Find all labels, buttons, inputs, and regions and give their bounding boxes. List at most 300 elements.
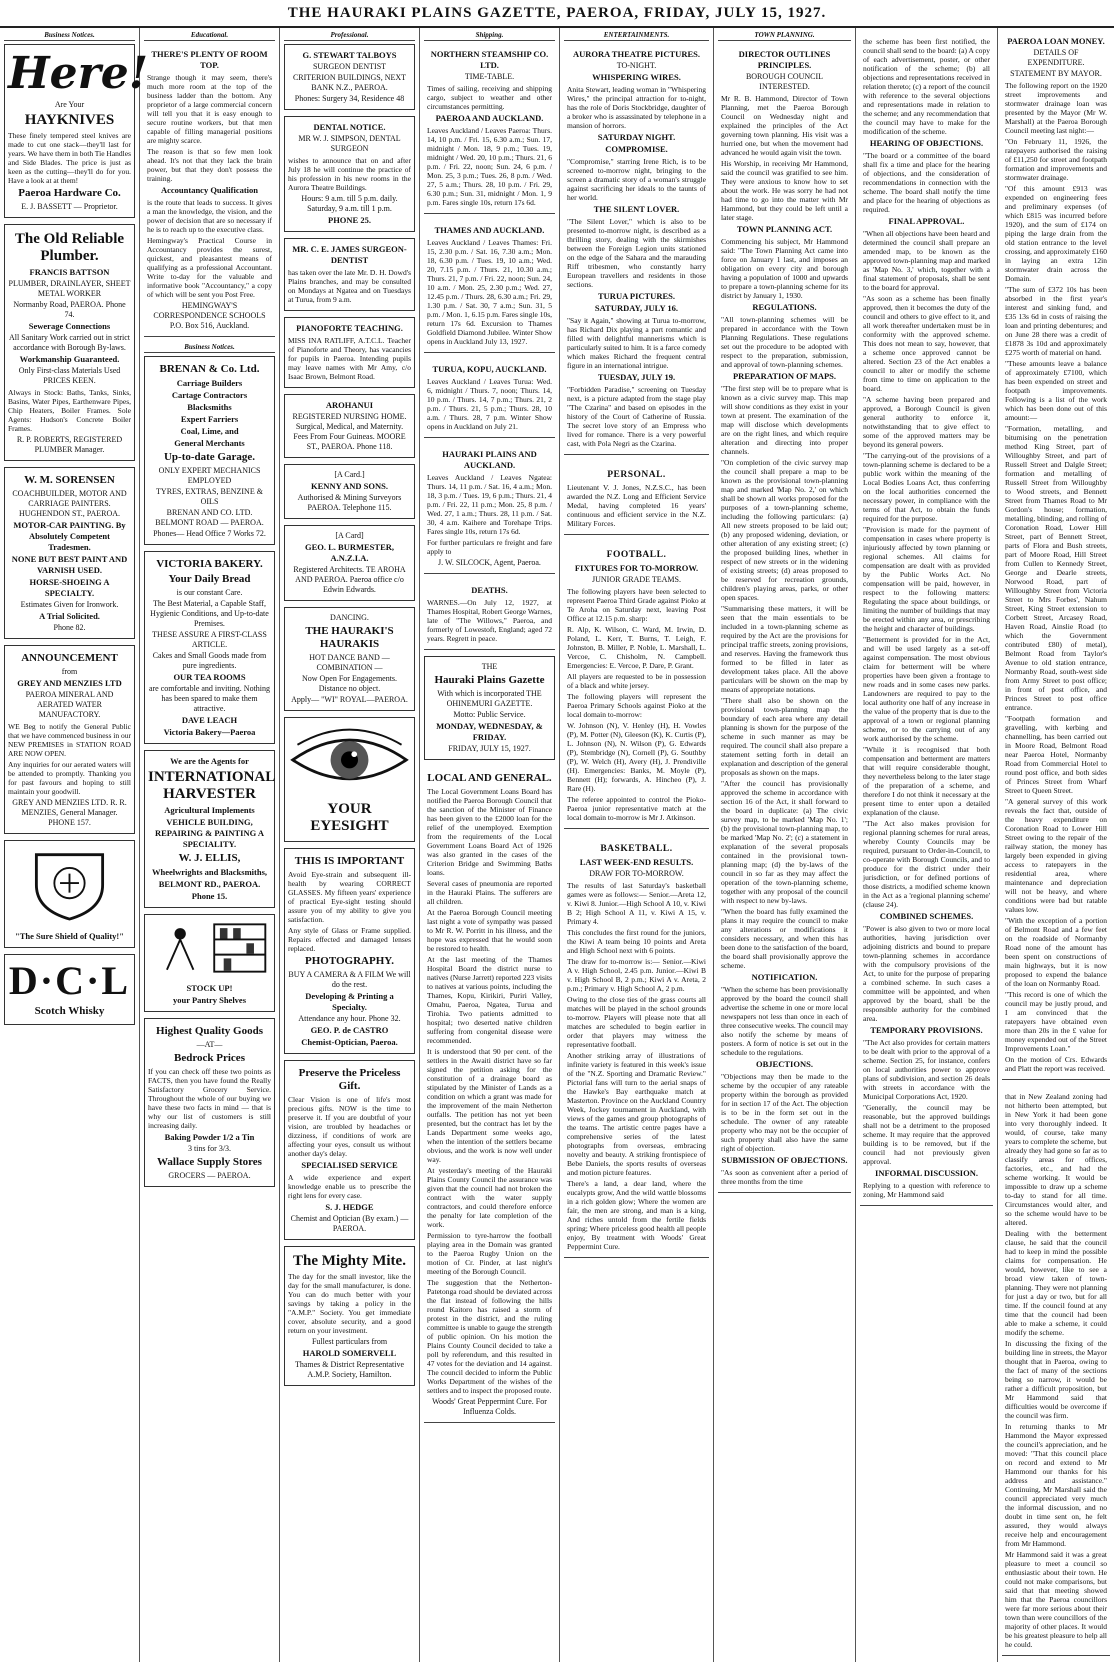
headline-text: JUNIOR GRADE TEAMS. <box>592 575 681 584</box>
headline-text: SATURDAY NIGHT. <box>597 132 676 142</box>
body-text: For further particulars re freight and fare apply to <box>427 538 552 556</box>
body-text: "When the board has fully examined the plans it may require the council to make any alterations or modifications it considers necessary, and when this has been done to the satisfaction of the board, the board shall provisionally approve the scheme. <box>721 907 848 970</box>
column-label: TOWN PLANNING. <box>718 31 851 41</box>
headline-text: SATURDAY, JULY 16. <box>594 303 679 313</box>
headline-text: STOCK UP! <box>186 983 233 993</box>
headline-text: Woods' Great Peppermint Cure. For Influenza Colds. <box>432 1397 547 1416</box>
headline-text: R. P. ROBERTS, REGISTERED PLUMBER Manager. <box>16 435 123 454</box>
headline-text: SURGEON DENTIST <box>312 62 387 71</box>
headline-text: THERE'S PLENTY OF ROOM TOP. <box>151 49 268 70</box>
headline-text: THE HAURAKI'S HAURAKIS <box>305 625 394 650</box>
body-text: "Betterment is provided for in the Act, and will be used largely as a set-off against compensation. The most obvious claim for betterment will be where properties have been given a frontage to new roads and in some cases new parks. Landowners are required to pay to the local authority one half of any increase in the value of the property that is due to the approval of a town or regional planning scheme, or to the carrying out of any work authorised by the scheme. <box>863 635 990 743</box>
advertisement <box>284 848 415 1054</box>
body-text: At the Paeroa Borough Council meeting last night a vote of sympathy was passed to Mr R. W. Porritt in his illness, and the hope was expressed that he would soon be restored to health. <box>427 908 552 953</box>
headline-text: Phones— Head Office 7 Works 72. <box>153 529 266 538</box>
body-text: Times of sailing, receiving and shipping cargo, subject to weather and other circumstances permitting. <box>427 84 552 111</box>
body-text: His Worship, in receiving Mr Hammond, said the council was gratified to see him. They were anxious to know how to set about the work. He was sorry he had not had time to go into the matter with Mr Hammond, but they could be left until a later stage. <box>721 159 848 222</box>
headline-text: STATEMENT BY MAYOR. <box>1010 69 1102 78</box>
headline-text: LOCAL AND GENERAL. <box>427 772 552 784</box>
advertisement <box>144 1018 275 1187</box>
headline-text: The Mighty Mite. <box>293 1253 406 1269</box>
body-text: "The sum of £372 10s has been absorbed in the first year's interest and sinking fund, and £35 13s 6d in costs of raising the loan and printing debentures; and on June 28 there was a credit of £1878 3s 10d and approximately £275 worth of material on hand. <box>1005 285 1107 357</box>
headline-text: BELMONT RD., PAEROA. <box>158 879 261 889</box>
body-text: The following report on the 1920 street improvements and stormwater drainage loan was presented by the Mayor (Mr W. Marshall) at the Paeroa Borough Council meeting last night:— <box>1005 81 1107 135</box>
headline-text: Now Open For Engagements. Distance no object. <box>301 674 398 693</box>
headline-text: Developing & Printing a Specialty. <box>305 991 394 1012</box>
headline-text: MOTOR-CAR PAINTING. By Absolutely Competent Tradesmen. <box>13 520 126 552</box>
headline-text: Authorised & Mining Surveyors PAEROA. Telephone 115. <box>297 493 402 512</box>
headline-text: DENTAL NOTICE. <box>313 122 386 132</box>
headline-text: A Trial Solicited. <box>39 611 100 621</box>
body-text: Any inquiries for our aerated waters will be attended to promptly. Thanking you for past favours and hoping to still maintain your goodwill. <box>8 760 131 796</box>
body-text: Hemingway's Practical Course in Accountancy provides the surest, quickest, and pleasantest means of qualifying as a professional Accountant. Write to-day for the valuable and informative book "Accountancy," a copy of which will be sent you Post Free. <box>147 236 272 299</box>
headline-text: Chemist and Optician (By exam.) — PAEROA. <box>290 1214 409 1233</box>
body-text: "Power is also given to two or more local authorities, having jurisdiction over adjoining districts and bound to prepare town-planning schemes in accordance with the compulsory provisions of the Act, to unite for the purpose of preparing a combined scheme. In such cases a committee will be appointed, and when approved by the board, shall be the responsible authority for the combined area. <box>863 924 990 1023</box>
body-text: that in New Zealand zoning had not hitherto been attempted, but in New York it had been gone into very thoroughly indeed. It would, of course, take many years to complete the scheme, but already they had gone so far as to classify areas for offices, factories, etc., and had the scheme working. It would be impossible to draw up a scheme to-day to stand for all time. Circumstances would alter, and so the scheme would have to be altered. <box>1005 1092 1107 1227</box>
headline-text: PHOTOGRAPHY. <box>305 955 394 967</box>
advertisement <box>4 44 149 218</box>
body-text: All players are requested to be in possession of a black and white jersey. <box>567 672 706 690</box>
body-text: The following players have been selected to represent Paeroa Third Grade against Pioko at Te Aroha on Saturday next, leaving Post Office at 12.15 p.m. sharp: <box>567 587 706 623</box>
headline-text: —AT— <box>196 1040 223 1049</box>
headline-text: PAEROA AND AUCKLAND. <box>435 113 544 123</box>
article <box>1002 1086 1110 1656</box>
column-1 <box>0 28 149 1662</box>
headline-text: TIME-TABLE. <box>464 72 515 81</box>
headline-text: BASKETBALL. <box>600 844 673 854</box>
body-text: "When all objections have been heard and determined the council shall prepare an amended map, to be known as the approved town-planning map and marked as 'Map No. 3,' which, together with a final statement of proposals, shall be sent to the board for approval. <box>863 229 990 292</box>
headline-text: HOT DANCE BAND — COMBINATION — <box>309 653 390 672</box>
body-text: "The Act also provides for certain matters to be dealt with prior to the approval of a scheme. Section 25, for instance, confers on local authorities power to approve plans of subdivision, and section 26 deals with streets in accordance with the Municipal Corporations Act, 1920. <box>863 1038 990 1101</box>
headline-text: PAEROA LOAN MONEY. <box>1007 36 1105 46</box>
headline-text: Here! <box>8 48 149 99</box>
headline-text: COMBINED SCHEMES. <box>879 911 974 921</box>
body-text: "Of this amount £913 was expended on engineering fees and preliminary expenses (of which £815 was incurred before 1920), and the sum of £174 on piping the large drain from the old station entrance to the level crossing, and approximately £160 in laying an extra 12in stormwater drain across the Domain. <box>1005 184 1107 283</box>
headline-text: FRANCIS BATTSON <box>29 267 110 277</box>
headline-text: DANCING. <box>330 613 369 622</box>
body-text: The day for the small investor, like the day for the small manufacturer, is done. You can do much better with your savings by taking a policy in the "A.M.P." Society. You get immediate cover, absolute security, and a good return on your investment. <box>288 1272 411 1335</box>
body-text: There's a land, a dear land, where the eucalypts grow, And the wild wattle blossoms in a rich golden glow; Where the women are fair, the men are strong, and man is a king, And riches untold from the fertile fields spring; Where priceless good health all people enjoy, By treatment with Woods' Great Peppermint Cure. <box>567 1179 706 1251</box>
headline-text: PHONE 25. <box>328 215 371 225</box>
headline-text: GREY AND MENZIES LTD. R. R. MENZIES, General Manager. PHONE 157. <box>12 798 127 827</box>
body-text: "The Silent Lover," which is also to be presented to-morrow night, is described as a thrilling story, dealing with the skirmishes between the Foreign Legion units stationed on the edge of the Sahara and the marauding Riff tribesmen, who constantly harry European travellers and residents in those sections. <box>567 217 706 289</box>
body-text: Owing to the close ties of the grass courts all matches will be played in the school grounds to-morrow. Players will please note that all matches are scheduled to begin earlier in order that players may witness the representative football. <box>567 995 706 1049</box>
headline-text: Phone 82. <box>53 623 86 632</box>
article <box>564 461 709 535</box>
body-text: "Say it Again," showing at Turua to-morrow, has Richard Dix playing a part romantic and filled with delightful mannerisms which is particularly suited to him. It is a farce comedy which makes Richard the frequent central figure in an international intrigue. <box>567 316 706 370</box>
body-text: "Forbidden Paradise," screening on Tuesday next, is a picture adapted from the stage play "The Czarina" and based on episodes in the history of the Court of Catherine of Russia. The secret love story of an Empress who lived for romance. There is a very powerful cast, with Pola Negri as the Czarina. <box>567 385 706 448</box>
headline-text: ONLY EXPERT MECHANICS EMPLOYED <box>158 466 261 485</box>
headline-text: TEMPORARY PROVISIONS. <box>870 1025 983 1035</box>
headline-text: Phone 15. <box>191 891 228 901</box>
body-text: "The carrying-out of the provisions of a town-planning scheme is declared to be a public work within the meaning of the Local Bodies Loans Act, thus conferring on the local authorities concerned the necessary power, in compliance with the terms of that Act, to obtain the funds required for the purpose. <box>863 451 990 523</box>
body-text: Leaves Auckland / Leaves Paeroa: Thurs. 14, 10 p.m. / Fri. 15, 6.30 a.m.; Sun. 17, midnight / Mon. 18, 9 p.m.; Tues. 19, midnight / Wed. 20, 10 p.m.; Thurs. 21, 6 p.m. / Fri. 22, noon; Sun. 24, 6 p.m. / Mon. 25, 3 p.m.; Tues. 26, 8 p.m. / Wed. 27, 5 a.m.; Thurs. 28, 10 p.m. / Fri. 29, 6.30 p.m.; Sun. 31, midnight / Mon. 1, 9 p.m. Fares single 10s, return 17s 6d. <box>427 126 552 207</box>
headline-text: Blacksmiths <box>187 402 232 412</box>
headline-text: Wheelwrights and Blacksmiths, <box>152 867 267 877</box>
headline-text: WHISPERING WIRES. <box>592 72 681 82</box>
body-text: Strange though it may seem, there's much more room at the top of the business ladder than the bottom. Any proprietor of a large commercial concern will tell you that it is easy enough to secure routine workers, but that men capable of filling managerial positions are mighty scarce. <box>147 73 272 145</box>
body-text: "Objections may then be made to the scheme by the occupier of any rateable property within the borough as provided for in section 17 of the Act. The objection is to be in the form set out in the schedule. The owner of any rateable property who may not be the occupier of such property shall also have the same right of objection. <box>721 1072 848 1153</box>
body-text: The results of last Saturday's basketball games were as follows:— Senior.—Areta 12, v. Kiwi 8. Junior.—High School A 10, v. Kiwi B 2; High School A 11, v. Kiwi A 15, v. Primary 4. <box>567 881 706 926</box>
advertisement <box>284 394 415 458</box>
advertisement <box>4 224 135 461</box>
headline-text: DRAW FOR TO-MORROW. <box>589 869 684 878</box>
article <box>564 541 709 829</box>
headline-text: BRENAN & Co. Ltd. <box>159 363 260 375</box>
headline-text: THE <box>481 662 498 671</box>
headline-text: J. W. SILCOCK, Agent, Paeroa. <box>438 558 541 567</box>
headline-text: HAURAKI PLAINS AND AUCKLAND. <box>442 449 537 470</box>
body-text: "On February 11, 1926, the ratepayers authorised the raising of £11,250 for street and footpath formation and improvements and stormwater drainage. <box>1005 137 1107 182</box>
headline-text: FRIDAY, JULY 15, 1927. <box>448 744 531 753</box>
headline-text: SPECIALISED SERVICE <box>301 1160 398 1170</box>
headline-text: MONDAY, WEDNESDAY, & FRIDAY. <box>436 721 543 742</box>
headline-text: Hauraki Plains Gazette <box>434 674 545 686</box>
advertisement <box>424 656 555 760</box>
article <box>424 220 555 353</box>
body-text: In discussing the fixing of the building line in streets, the Mayor thought that in Paeroa, owing to the fact of many of the sections being so narrow, it would be rather a difficult proposition, but Mr Hammond said that difficulties would be overcome if the council was firm. <box>1005 1339 1107 1420</box>
headline-text: General Merchants <box>174 438 245 448</box>
advertisement <box>144 914 275 1012</box>
headline-text: Only First-class Materials Used PRICES KEEN. <box>18 366 121 385</box>
article <box>424 44 555 214</box>
body-text: These finely tempered steel knives are made to cut one stack—they'll last for years. We have them in both Tie Handles and Side Blades. The price is just as keen as the cutting—they'll do for you. Have a look at at them! <box>8 131 131 185</box>
headline-text: Baking Powder 1/2 a Tin <box>164 1132 255 1142</box>
headline-text: Attendance any hour. Phone 32. <box>298 1014 401 1023</box>
body-text: "The board or a committee of the board shall fix a time and place for the hearing of objections, and the consideration of recommendations in connection with the scheme. The board shall notify the time and place for the hearing of objections as required. <box>863 151 990 214</box>
body-text: Permission to tyre-harrow the football playing area in the Domain was granted to the Paeroa Rugby Union on the motion of Cr. Pinder, at last night's meeting of the Borough Council. <box>427 1231 552 1276</box>
headline-text: REGISTERED NURSING HOME. Surgical, Medical, and Maternity. Fees From Four Guineas. MOORE ST., PAEROA. Phone 118. <box>292 412 407 451</box>
headline-text: THAMES AND AUCKLAND. <box>434 225 545 235</box>
body-text: Avoid Eye-strain and subsequent ill-health by wearing CORRECT GLASSES. My fifteen years' experience of practical Eye-sight testing should assure you of my ability to give you satisfaction. <box>288 870 411 924</box>
advertisement <box>284 525 415 601</box>
body-text: Leaves Auckland / Leaves Turua: Wed. 6, midnight / Thurs. 7, noon; Thurs. 14, 10 p.m. / Thurs. 14, 7 p.m.; Thurs. 21, 2 p.m. / Thurs. 21, 5 p.m.; Thurs. 28, 10 a.m. / Thurs. 28, 7 p.m. Winter Show opens in Auckland on July 21. <box>427 377 552 431</box>
column-label: Educational. <box>144 31 275 41</box>
headline-text: Highest Quality Goods <box>156 1025 263 1037</box>
headline-text: PREPARATION OF MAPS. <box>732 371 837 381</box>
body-text: "Compromise," starring Irene Rich, is to be screened to-morrow night, bringing to the screen a dramatic story of a woman's struggle against sacrificing her ideals to the taunts of her world. <box>567 157 706 202</box>
body-text: "Formation, metalling, and bitumising on the penetration method King Street, part of Willoughby Street, and part of Russell Street and Dalgle Street; formation and metalling of Russell Street from Willoughby to Wood streets, and Bennett Street from Thames Road to Mr Gordon's house; formation, metalling, blinding, and rolling of Coronation Road, Lower Hill Street, part of Bennett Street, parts of Flora and Bush streets, part of Moore Road, Hill Street from Cullen to Kennedy Street, George and Dearle streets, Norwood Road, part of Willoughby Street from Victoria Street to Mrs Forbes', Nahum Street, King Street extension to Corbett Street, Arcasey Road, Haven Road, Ainslie Road (to which the Government contributed £80) of metal), Belmont Road from Taylor's Avenue to old station entrance, Normanby Road, south-west side from Army Street to post office; in front of post office, and Princes Street to post office entrance. <box>1005 424 1107 712</box>
headline-text: CRITERION BUILDINGS, NEXT BANK N.Z., PAEROA. <box>292 73 407 92</box>
body-text: MISS INA RATLIFF, A.T.C.L. Teacher of Pianoforte and Theory, has vacancies for pupils in Paeroa. Intending pupils may leave names with Mr Amy, c/o Isaac Brown, Belmont Road. <box>288 336 411 381</box>
article <box>1002 31 1110 1080</box>
headline-text: SUBMISSION OF OBJECTIONS. <box>721 1155 848 1165</box>
headline-text: [A Card] <box>335 531 364 540</box>
advertisement <box>4 645 135 834</box>
headline-text: DEATHS. <box>471 585 508 595</box>
headline-text: Registered Architects. TE AROHA AND PAEROA. Paeroa office c/o Edwin Edwards. <box>293 565 406 594</box>
body-text: Always in Stock: Baths, Tanks, Sinks, Basins, Water Pipes, Earthenware Pipes, Chip Heaters, Boiler Frames. Sole Agents: Hudson's Concrete Boiler Frames. <box>8 388 131 433</box>
body-text: Several cases of pneumonia are reported in the Hauraki Plains. The sufferers are all children. <box>427 879 552 906</box>
body-text: "As soon as convenient after a period of three months from the time <box>721 1168 848 1186</box>
body-text: In returning thanks to Mr Hammond the Mayor expressed the council's appreciation, and he moved: "That this council place on record and extend to Mr Hammond our thanks for his address and assistance." Continuing, Mr Marshall said the council appreciated very much the informal discussion, and no doubt in time sent on, he felt assured, they would always receive help and encouragement from Mr Hammond. <box>1005 1422 1107 1548</box>
article <box>564 44 709 455</box>
body-text: At yesterday's meeting of the Hauraki Plains County Council the assurance was given that the council had not broken the contract with the water supply contractors, and could therefore enforce the penalty for late completion of the work. <box>427 1166 552 1229</box>
body-text: "Summarising these matters, it will be seen that the main essentials to be included in a town-planning scheme as required by the Act are the provisions for principal traffic streets, zoning provisions, and reserves. Having the framework thus formed to be filled in later as development takes place. All the above particulars will be shown on the map by means of appropriate notations. <box>721 604 848 694</box>
headline-text: NOTIFICATION. <box>751 972 818 982</box>
body-text: "When the scheme has been provisionally approved by the board the council shall advertise the scheme in one or more local newspapers not less than once in each of three consecutive weeks. The council may also notify the scheme by means of posters. A form of notice is set out in the schedule to the regulations. <box>721 985 848 1057</box>
headline-text: INFORMAL DISCUSSION. <box>875 1168 978 1178</box>
headline-text: Chemist-Optician, Paeroa. <box>301 1037 398 1047</box>
headline-text: COACHBUILDER, MOTOR AND CARRIAGE PAINTERS. HUGHENDON ST., PAEROA. <box>12 489 127 518</box>
headline-text: Bedrock Prices <box>174 1052 245 1064</box>
body-text: "Generally, the council may be reasonable, but the approved buildings shall not be a detriment to the proposed scheme. It may require that the approved building is to be removed, but if the council had not previously given approval. <box>863 1103 990 1166</box>
advertisement <box>284 238 415 311</box>
headline-text: "The Sure Shield of Quality!" <box>15 931 124 941</box>
headline-text: Fullest particulars from <box>311 1337 388 1346</box>
column-7 <box>856 28 998 1662</box>
body-text: The draw for to-morrow is:— Senior.—Kiwi A v. High School, 2.45 p.m. Junior.—Kiwi B v. High School B, 2 p.m.; Kiwi A v. Areta, 2 p.m.; Primary v. High School A, 2 p.m. <box>567 957 706 993</box>
headline-text: TURUA PICTURES. <box>598 291 675 301</box>
headline-text: 3 tins for 3/3. <box>187 1144 232 1153</box>
column-4 <box>420 28 560 1662</box>
article <box>424 444 555 574</box>
headline-text: AROHANUI <box>325 400 374 410</box>
headline-text: Normanby Road, PAEROA. Phone 74. <box>13 300 126 319</box>
headline-text: Phones: Surgery 34, Residence 48 <box>294 94 405 103</box>
eye-illustration <box>288 722 411 794</box>
body-text: This concludes the first round for the juniors, the Kiwi A team being 10 points and Areta and High School next with 6 points. <box>567 928 706 955</box>
body-text: Any style of Glass or Frame supplied. Repairs effected and damaged lenses replaced. <box>288 926 411 953</box>
body-text: Clear Vision is one of life's most precious gifts. NOW is the time to preserve it. If you are doubtful of your vision, are troubled by headaches or dizziness, if conditions of work are affecting your eyes, consult us without another day's delay. <box>288 1095 411 1158</box>
advertisement <box>4 840 135 948</box>
headline-text: MR W. J. SIMPSON, DENTAL SURGEON <box>298 134 401 153</box>
headline-text: Expert Farriers <box>180 414 239 424</box>
body-text: Commencing his subject, Mr Hammond said: "The Town Planning Act came into force on January 1 last, and imposes an obligation on every city and borough having a population of 1000 and upwards to prepare a town-planning scheme for its district by January 1, 1930. <box>721 237 848 300</box>
body-text: is the route that leads to success. It gives a man the knowledge, the vision, and the power of decision that are so necessary if he is to reach up to the executive class. <box>147 198 272 234</box>
headline-text: TURUA, KOPU, AUCKLAND. <box>432 364 547 374</box>
body-text: WARNES.—On July 12, 1927, at Thames Hospital, Robert George Warnes, late of "The Willows," Paeroa, and formerly of Lowestoft, England; aged 72 years. Regrett in peace. <box>427 598 552 643</box>
article <box>144 44 275 337</box>
section-label: Business Notices. <box>144 343 275 353</box>
body-text: "With the exception of a portion of Belmont Road and a few feet on the roadside of Normanby Road none of the amount has been spent on constructions of main highways, but it is now proposed to expend the balance of the loan on Normanby Road. <box>1005 916 1107 988</box>
headline-text: Carriage Builders <box>176 378 243 388</box>
headline-text: Are Your <box>54 100 85 109</box>
headline-text: Wallace Supply Stores <box>157 1156 262 1168</box>
headline-text: BUY A CAMERA & A FILM We will do the rest. <box>288 970 411 989</box>
advertisement <box>284 464 415 519</box>
body-text: The suggestion that the Netherton-Patetonga road should be deviated across the flat instead of following the hills round Kaitoro has raised a storm of protest in the district, and the ruling committee is unable to gauge the strength of public opinion. On his motion the Plains County Council decided to take a poll by referendum, and this resulted in 47 votes for the deviation and 14 against. The council decided to inform the Public Works Department of the wishes of the settlers and to inspect the proposed route. <box>427 1278 552 1395</box>
headline-text: are comfortable and inviting. Nothing has been spared to make them attractive. <box>148 684 271 713</box>
article <box>718 44 851 1193</box>
column-6 <box>714 28 856 1662</box>
body-text: "All town-planning schemes will be prepared in accordance with the Town Planning Regulations. These regulations set out the procedure to be adopted with respect to the preparation, submission, and approval of town-planning schemes. <box>721 315 848 369</box>
body-text: "While it is recognised that both compensation and betterment are matters that will require considerable thought, they nevertheless belong to the later stage of the preparation of a scheme, and therefore I do not think it necessary at the present time to enter upon a detailed explanation of the clause. <box>863 745 990 817</box>
body-text: "This record is one of which the council may be justly proud, and I am convinced that the ratepayers have obtained even more than 20s in the £ value for money expended out of the Street Improvements Loan." <box>1005 990 1107 1053</box>
headline-text: GEO. L. BURMESTER, A.N.Z.I.A. <box>304 542 395 563</box>
headline-text: Estimates Given for Ironwork. <box>20 600 119 609</box>
headline-text: Apply— "WI" ROYAL—PAEROA. <box>291 695 408 704</box>
headline-text: Cartage Contractors <box>171 390 248 400</box>
column-8 <box>998 28 1114 1662</box>
headline-text: DETAILS OF EXPENDITURE. <box>1027 48 1085 67</box>
headline-text: HAYKNIVES <box>24 112 115 128</box>
body-text: If you can check off these two points as FACTS, then you have found the Really Satisfactory Grocery Service. Throughout the whole of our buying we have these two facts in mind — that is why our list of customers is still increasing daily. <box>148 1067 271 1130</box>
body-text: Mr Hammond said it was a great pleasure to meet a council so enthusiastic about their town. He could not make comparisons, but said that that meeting showed him that the Paeroa councillors were far more serious about their town than were councillors of the majority of other places. It would be his greatest pleasure to help all he could. <box>1005 1550 1107 1649</box>
body-text: The reason is that so few men look ahead. It's not that they lack the brain power, but that they don't possess the training. <box>147 147 272 183</box>
advertisement <box>284 317 415 388</box>
headline-text: HORSE-SHOEING A SPECIALTY. <box>29 577 110 598</box>
body-text: "The first step will be to prepare what is known as a civic survey map. This map will show conditions as they exist in your town at present. The examination of the map will disclose which developments are on the right lines, and which require alteration and directing into proper channels. <box>721 384 848 456</box>
body-text: "A general survey of this work reveals the fact that, outside of the heavy expenditure on Coronation Road to Lower Hill Street owing to the repair of the railway station, the money has largely been expended in giving access to ratepayers in the residential area, where maintenance and depreciation will not be heavy, and where conditions were bad but ratable values low. <box>1005 797 1107 914</box>
headline-text: Motto: Public Service. <box>453 710 526 719</box>
body-text: "Footpath formation and gravelling, with kerbing and channelling, has been carried out in Moore Road, Belmont Road near Paeroa Hotel, Normanby Road from Commercial Hotel to round post office, and both sides of Princes Street from Wharf Street to Queen Street. <box>1005 714 1107 795</box>
headline-text: TYRES, EXTRAS, BENZINE & OILS <box>156 487 263 506</box>
stock-up-illustration <box>148 919 271 977</box>
headline-text: Coal, Lime, and <box>180 426 239 436</box>
body-text: "These amounts leave a balance of approximately £7100, which has been expended on street and footpath improvements. Following is a list of the work which has been done out of this amount:— <box>1005 359 1107 422</box>
headline-text: TO-NIGHT. <box>616 61 657 70</box>
headline-text: We are the Agents for <box>170 756 249 766</box>
headline-text: THESE ASSURE A FIRST-CLASS ARTICLE. <box>152 630 267 649</box>
article <box>424 580 555 650</box>
column-label: Professional. <box>284 31 415 41</box>
headline-text: Accountancy Qualification <box>160 185 259 195</box>
body-text: The referee appointed to control the Pioko-Paeroa junior representative match at the local domain to-morrow is Mr J. Atkinson. <box>567 795 706 822</box>
headline-text: COMPROMISE. <box>605 144 668 154</box>
headline-text: Scotch Whisky <box>34 1005 105 1017</box>
body-text: Another striking array of illustrations of infinite variety is featured in this week's issue of the "N.Z. Sporting and Dramatic Review." Pictorial fans will turn to the aerial snaps of the Hawke's Bay earthquake match at Masterton. Province on the Auckland Country Week, Jockey tournament in Auckland, with views of the games and group photographs of the teams. The artistic centre pages have a comprehensive series of the latest photographs from overseas, embracing novelty and beauty. A striking frontispiece of Bebe Daniels, the sports results of overseas and motion picture features. <box>567 1051 706 1177</box>
headline-text: Agricultural Implements <box>164 805 255 815</box>
advertisement <box>144 551 275 744</box>
column-2 <box>140 28 280 1662</box>
advertisement <box>144 750 275 908</box>
headline-text: BOROUGH COUNCIL INTERESTED. <box>745 72 824 91</box>
headline-text: Thames & District Representative A.M.P. Society, Hamilton. <box>294 1360 405 1379</box>
columns <box>0 28 1114 1649</box>
headline-text: NORTHERN STEAMSHIP CO. LTD. <box>430 49 549 70</box>
body-text: Anita Stewart, leading woman in "Whispering Wires," the principal attraction for to-night, has the role of Doris Stockbridge, daughter of a broker who is assassinated by telephone in a mansion of horrors. <box>567 85 706 130</box>
headline-text: your Pantry Shelves <box>172 995 247 1005</box>
article <box>860 31 993 1206</box>
headline-text: [A Card.] <box>334 470 365 479</box>
headline-text: The Best Material, a Capable Staff, Hygienic Conditions, and Up-to-date Premises. <box>150 599 269 628</box>
body-text: WE Beg to notify the General Public that we have commenced business in our NEW PREMISES in STATION ROAD ARE NOW OPEN. <box>8 722 131 758</box>
headline-text: REGULATIONS. <box>752 302 817 312</box>
headline-text: TOWN PLANNING ACT. <box>736 224 833 234</box>
headline-text: MR. C. E. JAMES SURGEON-DENTIST <box>292 244 407 265</box>
headline-text: Sewerage Connections <box>28 321 111 331</box>
headline-text: YOUR EYESIGHT <box>310 801 389 834</box>
headline-text: GROCERS — PAEROA. <box>168 1171 251 1180</box>
body-text: "On completion of the civic survey map the council shall prepare a map to be known as the provisional town-planning map and marked 'Map No. 2,' on which shall be shown all works proposed for the purposes of a town-planning scheme, including the following particulars: (a) All new streets proposed to be laid out; (b) any proposed widening, deviation, or other alteration of any existing street; (c) the proposed building lines, whether in respect of new streets or in the widening of existing streets; (d) areas proposed to be reserved for recreation grounds, children's playing areas, parks, or other open spaces. <box>721 458 848 602</box>
advertisement <box>4 467 135 639</box>
body-text: "After the council has provisionally approved the scheme in accordance with section 16 of the Act, it shall forward to the board in duplicate: (a) The civic survey map, to be marked 'Map No. 1'; (b) the provisional town-planning map, to be marked 'Map No. 2'; (c) a statement in explanation of the several proposals contained in the provisional town-planning map; (d) the by-laws of the council in so far as they may affect the operation of the town-planning scheme, together with any proposal of the council with respect to new by-laws. <box>721 779 848 905</box>
column-label: ENTERTAINMENTS. <box>564 31 709 41</box>
headline-text: VEHICLE BUILDING, REPAIRING & PAINTING A SPECIALITY. <box>154 817 264 849</box>
body-text: Dealing with the betterment clause, he said that the council had to keep in mind the possible claims for compensation. He would, however, like to see a broad view taken of town-planning. They were not planning for just a day or two, but for all time. If the council found at any time that the council had been able to make a scheme, it could modify the scheme. <box>1005 1229 1107 1337</box>
body-text: The following players will represent the Paeroa Primary Schools against Pioko at the local domain to-morrow: <box>567 692 706 719</box>
body-text: wishes to announce that on and after July 18 he will continue the practice of his profession in his new rooms in the Aurora Theatre Buildings. <box>288 156 411 192</box>
headline-text: TUESDAY, JULY 19. <box>597 372 676 382</box>
headline-text: PERSONAL. <box>607 470 666 480</box>
headline-text: THE SILENT LOVER. <box>593 204 680 214</box>
advertisement <box>4 954 135 1025</box>
advertisement <box>284 1060 415 1240</box>
advertisement <box>284 607 415 711</box>
headline-text: FOOTBALL. <box>606 550 667 560</box>
body-text: At the last meeting of the Thames Hospital Board the district nurse to natives (Nurse Jarrett) reported 223 visits to natives at various points, including the Thames, Kopu, Kirikiri, Puriri Valley, Omahu, Paeroa, Ngatea, Turua and Tirohia. Two patients admitted to hospital; two deserted native children suffering from congenital disease were recommended. <box>427 955 552 1045</box>
headline-text: DIRECTOR OUTLINES PRINCIPLES. <box>738 49 831 70</box>
body-text: R. Alp, K. Wilson, C. Ward, M. Irwin, D. Poland, L. Kerr, T. Burns, T. Leigh, F. Johnston, B. Miller, P. Noble, L. Marshall, L. Vercoe, C. Chisholm, N. Campbell. Emergencies: E. Vercoe, P. Dare, P. Grant. <box>567 625 706 670</box>
headline-text: BRENAN AND CO. LTD. BELMONT ROAD — PAEROA. <box>155 508 264 527</box>
headline-text: from <box>61 667 78 676</box>
headline-text: HAROLD SOMERVELL <box>302 1348 397 1358</box>
headline-text: LAST WEEK-END RESULTS. <box>579 857 694 867</box>
body-text: "A scheme having been prepared and approved, a Borough Council is given general authority to enforce it, notwithstanding that to give effect to some of the approved matters may be beyond its general powers. <box>863 395 990 449</box>
headline-text: INTERNATIONAL HARVESTER <box>148 769 276 802</box>
body-text: "There shall also be shown on the provisional town-planning map the boundary of each area where any detail planning is shown for the purpose of the scheme in such manner as may be required. The council shall also prepare a statement setting forth in detail an explanation and description of the general proposals as shown on the maps. <box>721 696 848 777</box>
headline-text: NONE BUT BEST PAINT AND VARNISH USED. <box>11 554 128 575</box>
body-text: "As soon as a scheme has been finally approved, then it becomes the duty of the council and others to give effect to it, and all work thereafter undertaken must be in conformity with the approved scheme. This does not mean to say, however, that a scheme once approved cannot be altered. Section 23 of the Act enables a council to alter or modify the scheme from time to time on application to the board. <box>863 294 990 393</box>
body-text: has taken over the late Mr. D. H. Dowd's Plains branches, and may be consulted on Mondays at Ngatea and on Tuesdays at Turua, from 9 a.m. <box>288 268 411 304</box>
headline-text: OUR TEA ROOMS <box>173 672 246 682</box>
headline-text: AURORA THEATRE PICTURES. <box>573 49 700 59</box>
headline-text: The Old Reliable Plumber. <box>14 231 125 264</box>
headline-text: OBJECTIONS. <box>756 1059 813 1069</box>
column-3 <box>280 28 420 1662</box>
masthead: THE HAURAKI PLAINS GAZETTE, PAEROA, FRIDAY, JULY 15, 1927. <box>0 0 1114 28</box>
advertisement <box>284 116 415 232</box>
headline-text: GREY AND MENZIES LTD <box>17 678 122 688</box>
column-label: Shipping. <box>424 31 555 41</box>
headline-text: Victoria Bakery—Paeroa <box>163 727 256 737</box>
headline-text: DAVE LEACH <box>181 715 238 725</box>
body-text: On the motion of Crs. Edwards and Platt the report was received. <box>1005 1055 1107 1073</box>
headline-text: S. J. HEDGE <box>325 1202 374 1212</box>
headline-text: Your Daily Bread <box>168 573 251 585</box>
article <box>424 359 555 438</box>
body-text: The Local Government Loans Board has notified the Paeroa Borough Council that the sanction of the Minister of Finance has been given to the £2000 loan for the relief of the unemployed. Exemption from the requirements of the Local Government Loans Board Act of 1926 was also granted in the cases of the Criterion Bridge and Swimming Baths loans. <box>427 787 552 877</box>
advertisement <box>144 356 275 545</box>
headline-text: E. J. BASSETT — Proprietor. <box>21 202 118 211</box>
column-label: Business Notices. <box>4 31 135 41</box>
body-text: Mr R. B. Hammond, Director of Town Planning, met the Paeroa Borough Council on Wednesday night and explained the principles of the Act governing town planning. His visit was a hurried one, but when the movement had advanced he would again visit the town. <box>721 94 848 157</box>
headline-text: Workmanship Guaranteed. <box>19 354 120 364</box>
body-text: Replying to a question with reference to zoning, Mr Hammond said <box>863 1181 990 1199</box>
body-text: Lieutenant V. J. Jones, N.Z.S.C., has been awarded the N.Z. Long and Efficient Service Medal, having completed 16 years' continuous and efficient service in the N.Z. Military Forces. <box>567 483 706 528</box>
headline-text: HEARING OF OBJECTIONS. <box>869 138 984 148</box>
headline-text: Cakes and Small Goods made from pure ingredients. <box>152 651 267 670</box>
advertisement <box>284 717 415 842</box>
headline-text: VICTORIA BAKERY. <box>156 558 263 570</box>
body-text: A wide experience and expert knowledge enable us to prescribe the right lens for every case. <box>288 1173 411 1200</box>
article <box>564 835 709 1258</box>
advertisement <box>284 44 415 110</box>
headline-text: G. STEWART TALBOYS <box>302 50 397 60</box>
headline-text: HEMINGWAY'S CORRESPONDENCE SCHOOLS P.O. Box 516, Auckland. <box>153 301 266 330</box>
headline-text: KENNY AND SONS. <box>311 481 388 491</box>
headline-text: Preserve the Priceless Gift. <box>298 1067 401 1092</box>
body-text: Leaves Auckland / Leaves Ngatea: Thurs. 14, 11 p.m. / Sat. 16, 4 a.m.; Mon. 18, 3 p.m. / Tues. 19, 6 p.m.; Thurs. 21, 4 p.m. / Fri. 22, 11 p.m.; Mon. 25, 8 p.m. / Wed. 27, 1 a.m.; Thurs. 28, 11 p.m. / Sat. 30, 4 a.m. Kaihere and Torehape Trips. Fares single 10s, return 17s 6d. <box>427 473 552 536</box>
headline-text: With which is incorporated THE OHINEMURI GAZETTE. <box>437 689 542 708</box>
headline-text: PAEROA MINERAL AND AERATED WATER MANUFACTORY. <box>25 690 114 719</box>
headline-text: is our constant Care. <box>176 588 243 597</box>
advertisement <box>284 1246 415 1386</box>
headline-text: PLUMBER, DRAINLAYER, SHEET METAL WORKER <box>8 279 131 298</box>
headline-text: ANNOUNCEMENT <box>21 652 118 664</box>
headline-text: PIANOFORTE TEACHING. <box>296 323 403 333</box>
body-text: "Provision is made for the payment of compensation in cases where property is injuriously affected by town planning or regional schemes. All claims for compensation are dealt with as provided by the Public Works Act. No compensation will be paid, however, in respect to the following matters: Regulating the space about buildings, or limiting the number of buildings that may be erected within any area, or prescribing the height and character of buildings. <box>863 525 990 633</box>
headline-text: W. J. ELLIS, <box>178 852 241 864</box>
article <box>424 766 555 1423</box>
body-text: "The Act also makes provision for regional planning schemes for rural areas, whereby County Councils may be required, pursuant to Order-in-Council, to co-operate with Borough Councils, and to produce for the district under their jurisdiction, or for defined portions of those districts, a modified scheme known in the Act as a 'regional planning scheme' (clause 24). <box>863 819 990 909</box>
column-5 <box>560 28 714 1662</box>
headline-text: FINAL APPROVAL. <box>888 216 965 226</box>
body-text: the scheme has been first notified, the council shall send to the board: (a) A copy of each advertisement, poster, or other notification of the scheme; (b) all objections and representations received in relation thereto; (c) a report of the council with reference to the several objections and representations made in relation to the scheme; and any recommendation that the council may have to make for the modification of the scheme. <box>863 37 990 136</box>
headline-text: GEO. P. de CASTRO <box>310 1025 389 1035</box>
body-text: It is understood that 90 per cent. of the settlers in the Awaiti district have so far signed the petition asking for the constitution of a drainage board as stipulated by the Minister of Lands as a condition on which a grant was made for the improvement of the main Netherton outfalls. The petition has not yet been presented, but the contract has let by the Lands Department some weeks ago, when the intention of the settlers became obvious, and the work is now well under way. <box>427 1047 552 1164</box>
